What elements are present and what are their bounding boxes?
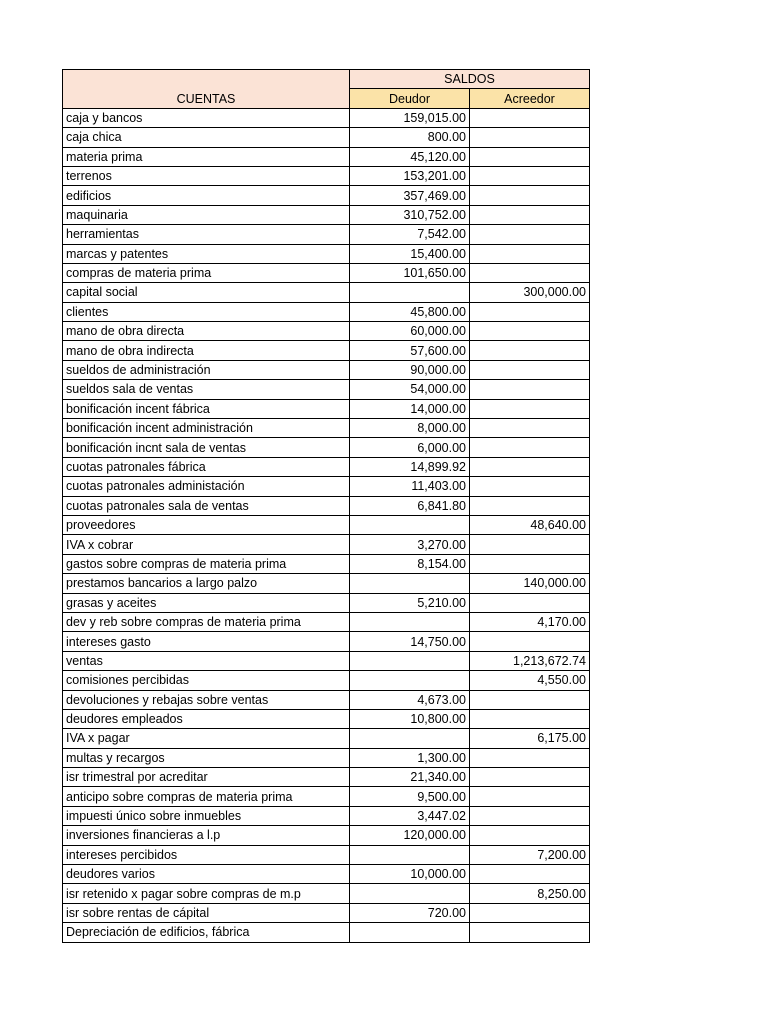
deudor-cell: 1,300.00 — [350, 748, 470, 767]
account-name-cell: devoluciones y rebajas sobre ventas — [63, 690, 350, 709]
table-row — [63, 884, 590, 903]
account-name-cell: impuesti único sobre inmuebles — [63, 806, 350, 825]
table-row — [63, 651, 590, 670]
deudor-cell: 8,154.00 — [350, 554, 470, 573]
table-row — [63, 496, 590, 515]
table-row — [63, 128, 590, 147]
table-row — [63, 865, 590, 884]
account-name-cell: intereses gasto — [63, 632, 350, 651]
table-row — [63, 845, 590, 864]
deudor-cell: 21,340.00 — [350, 768, 470, 787]
acreedor-cell — [470, 360, 590, 379]
account-name-cell: materia prima — [63, 147, 350, 166]
acreedor-cell: 48,640.00 — [470, 515, 590, 534]
table-row — [63, 263, 590, 282]
deudor-cell: 310,752.00 — [350, 205, 470, 224]
deudor-cell — [350, 923, 470, 942]
deudor-cell — [350, 729, 470, 748]
deudor-cell: 153,201.00 — [350, 166, 470, 185]
deudor-cell: 101,650.00 — [350, 263, 470, 282]
deudor-cell: 45,800.00 — [350, 302, 470, 321]
acreedor-cell — [470, 108, 590, 127]
acreedor-cell: 8,250.00 — [470, 884, 590, 903]
deudor-cell — [350, 884, 470, 903]
acreedor-cell — [470, 147, 590, 166]
account-name-cell: edificios — [63, 186, 350, 205]
acreedor-cell — [470, 263, 590, 282]
acreedor-cell — [470, 903, 590, 922]
table-row — [63, 147, 590, 166]
acreedor-cell — [470, 438, 590, 457]
account-name-cell: marcas y patentes — [63, 244, 350, 263]
deudor-cell: 14,750.00 — [350, 632, 470, 651]
table-row — [63, 535, 590, 554]
table-row — [63, 380, 590, 399]
balance-table — [62, 69, 590, 943]
account-name-cell: mano de obra indirecta — [63, 341, 350, 360]
account-name-cell: proveedores — [63, 515, 350, 534]
table-row — [63, 360, 590, 379]
account-name-cell: IVA x cobrar — [63, 535, 350, 554]
table-row — [63, 806, 590, 825]
deudor-cell: 159,015.00 — [350, 108, 470, 127]
acreedor-cell — [470, 457, 590, 476]
table-row — [63, 690, 590, 709]
table-row — [63, 108, 590, 127]
deudor-cell: 15,400.00 — [350, 244, 470, 263]
table-row — [63, 244, 590, 263]
deudor-cell: 14,000.00 — [350, 399, 470, 418]
acreedor-cell — [470, 225, 590, 244]
acreedor-cell — [470, 341, 590, 360]
account-name-cell: capital social — [63, 283, 350, 302]
acreedor-cell — [470, 380, 590, 399]
account-name-cell: IVA x pagar — [63, 729, 350, 748]
acreedor-cell — [470, 709, 590, 728]
table-row — [63, 593, 590, 612]
acreedor-cell — [470, 554, 590, 573]
acreedor-cell — [470, 593, 590, 612]
deudor-cell: 60,000.00 — [350, 322, 470, 341]
table-row — [63, 166, 590, 185]
deudor-cell: 4,673.00 — [350, 690, 470, 709]
deudor-cell: 14,899.92 — [350, 457, 470, 476]
deudor-cell — [350, 651, 470, 670]
deudor-cell: 357,469.00 — [350, 186, 470, 205]
account-name-cell: ventas — [63, 651, 350, 670]
table-row — [63, 903, 590, 922]
deudor-cell: 3,270.00 — [350, 535, 470, 554]
acreedor-cell — [470, 690, 590, 709]
table-row — [63, 826, 590, 845]
deudor-cell — [350, 283, 470, 302]
acreedor-cell: 7,200.00 — [470, 845, 590, 864]
header-cuentas: CUENTAS — [63, 70, 350, 109]
account-name-cell: isr sobre rentas de cápital — [63, 903, 350, 922]
account-name-cell: bonificación incnt sala de ventas — [63, 438, 350, 457]
acreedor-cell: 6,175.00 — [470, 729, 590, 748]
account-name-cell: intereses percibidos — [63, 845, 350, 864]
acreedor-cell — [470, 205, 590, 224]
account-name-cell: caja chica — [63, 128, 350, 147]
deudor-cell: 11,403.00 — [350, 477, 470, 496]
table-row — [63, 787, 590, 806]
account-name-cell: mano de obra directa — [63, 322, 350, 341]
account-name-cell: gastos sobre compras de materia prima — [63, 554, 350, 573]
table-row — [63, 438, 590, 457]
acreedor-cell — [470, 768, 590, 787]
header-acreedor: Acreedor — [470, 89, 590, 108]
table-row — [63, 457, 590, 476]
acreedor-cell: 1,213,672.74 — [470, 651, 590, 670]
deudor-cell: 720.00 — [350, 903, 470, 922]
acreedor-cell: 4,170.00 — [470, 612, 590, 631]
acreedor-cell — [470, 865, 590, 884]
table-row — [63, 709, 590, 728]
deudor-cell: 3,447.02 — [350, 806, 470, 825]
table-row — [63, 186, 590, 205]
acreedor-cell — [470, 787, 590, 806]
account-name-cell: sueldos sala de ventas — [63, 380, 350, 399]
acreedor-cell — [470, 806, 590, 825]
deudor-cell: 5,210.00 — [350, 593, 470, 612]
deudor-cell — [350, 515, 470, 534]
table-row — [63, 322, 590, 341]
table-row — [63, 632, 590, 651]
acreedor-cell — [470, 923, 590, 942]
deudor-cell: 45,120.00 — [350, 147, 470, 166]
deudor-cell: 6,841.80 — [350, 496, 470, 515]
account-name-cell: cuotas patronales fábrica — [63, 457, 350, 476]
table-row — [63, 302, 590, 321]
acreedor-cell — [470, 302, 590, 321]
account-name-cell: bonificación incent fábrica — [63, 399, 350, 418]
deudor-cell — [350, 845, 470, 864]
account-name-cell: anticipo sobre compras de materia prima — [63, 787, 350, 806]
header-deudor: Deudor — [350, 89, 470, 108]
account-name-cell: grasas y aceites — [63, 593, 350, 612]
account-name-cell: Depreciación de edificios, fábrica — [63, 923, 350, 942]
table-row — [63, 399, 590, 418]
deudor-cell: 120,000.00 — [350, 826, 470, 845]
table-row — [63, 923, 590, 942]
acreedor-cell — [470, 419, 590, 438]
account-name-cell: cuotas patronales sala de ventas — [63, 496, 350, 515]
acreedor-cell — [470, 496, 590, 515]
account-name-cell: clientes — [63, 302, 350, 321]
table-row — [63, 748, 590, 767]
acreedor-cell — [470, 128, 590, 147]
table-row — [63, 205, 590, 224]
acreedor-cell — [470, 186, 590, 205]
account-name-cell: sueldos de administración — [63, 360, 350, 379]
acreedor-cell — [470, 166, 590, 185]
acreedor-cell — [470, 632, 590, 651]
table-row — [63, 419, 590, 438]
header-saldos: SALDOS — [350, 70, 590, 89]
account-name-cell: isr retenido x pagar sobre compras de m.p — [63, 884, 350, 903]
table-row — [63, 283, 590, 302]
acreedor-cell — [470, 244, 590, 263]
table-row — [63, 225, 590, 244]
account-name-cell: herramientas — [63, 225, 350, 244]
acreedor-cell: 4,550.00 — [470, 671, 590, 690]
account-name-cell: deudores empleados — [63, 709, 350, 728]
acreedor-cell — [470, 535, 590, 554]
table-row — [63, 554, 590, 573]
account-name-cell: terrenos — [63, 166, 350, 185]
table-row — [63, 574, 590, 593]
table-row — [63, 768, 590, 787]
table-row — [63, 729, 590, 748]
table-row — [63, 515, 590, 534]
table-row — [63, 612, 590, 631]
deudor-cell — [350, 612, 470, 631]
account-name-cell: comisiones percibidas — [63, 671, 350, 690]
acreedor-cell — [470, 477, 590, 496]
deudor-cell: 9,500.00 — [350, 787, 470, 806]
account-name-cell: prestamos bancarios a largo palzo — [63, 574, 350, 593]
acreedor-cell — [470, 748, 590, 767]
account-name-cell: dev y reb sobre compras de materia prima — [63, 612, 350, 631]
account-name-cell: isr trimestral por acreditar — [63, 768, 350, 787]
account-name-cell: compras de materia prima — [63, 263, 350, 282]
acreedor-cell — [470, 399, 590, 418]
deudor-cell — [350, 671, 470, 690]
deudor-cell: 10,800.00 — [350, 709, 470, 728]
account-name-cell: multas y recargos — [63, 748, 350, 767]
deudor-cell: 10,000.00 — [350, 865, 470, 884]
acreedor-cell — [470, 322, 590, 341]
account-name-cell: inversiones financieras a l.p — [63, 826, 350, 845]
table-row — [63, 671, 590, 690]
deudor-cell: 7,542.00 — [350, 225, 470, 244]
account-name-cell: deudores varios — [63, 865, 350, 884]
deudor-cell: 57,600.00 — [350, 341, 470, 360]
deudor-cell: 800.00 — [350, 128, 470, 147]
deudor-cell: 90,000.00 — [350, 360, 470, 379]
deudor-cell: 54,000.00 — [350, 380, 470, 399]
table-row — [63, 477, 590, 496]
acreedor-cell — [470, 826, 590, 845]
deudor-cell — [350, 574, 470, 593]
deudor-cell: 8,000.00 — [350, 419, 470, 438]
account-name-cell: bonificación incent administración — [63, 419, 350, 438]
account-name-cell: cuotas patronales administación — [63, 477, 350, 496]
account-name-cell: caja y bancos — [63, 108, 350, 127]
table-row — [63, 341, 590, 360]
acreedor-cell: 140,000.00 — [470, 574, 590, 593]
deudor-cell: 6,000.00 — [350, 438, 470, 457]
account-name-cell: maquinaria — [63, 205, 350, 224]
acreedor-cell: 300,000.00 — [470, 283, 590, 302]
